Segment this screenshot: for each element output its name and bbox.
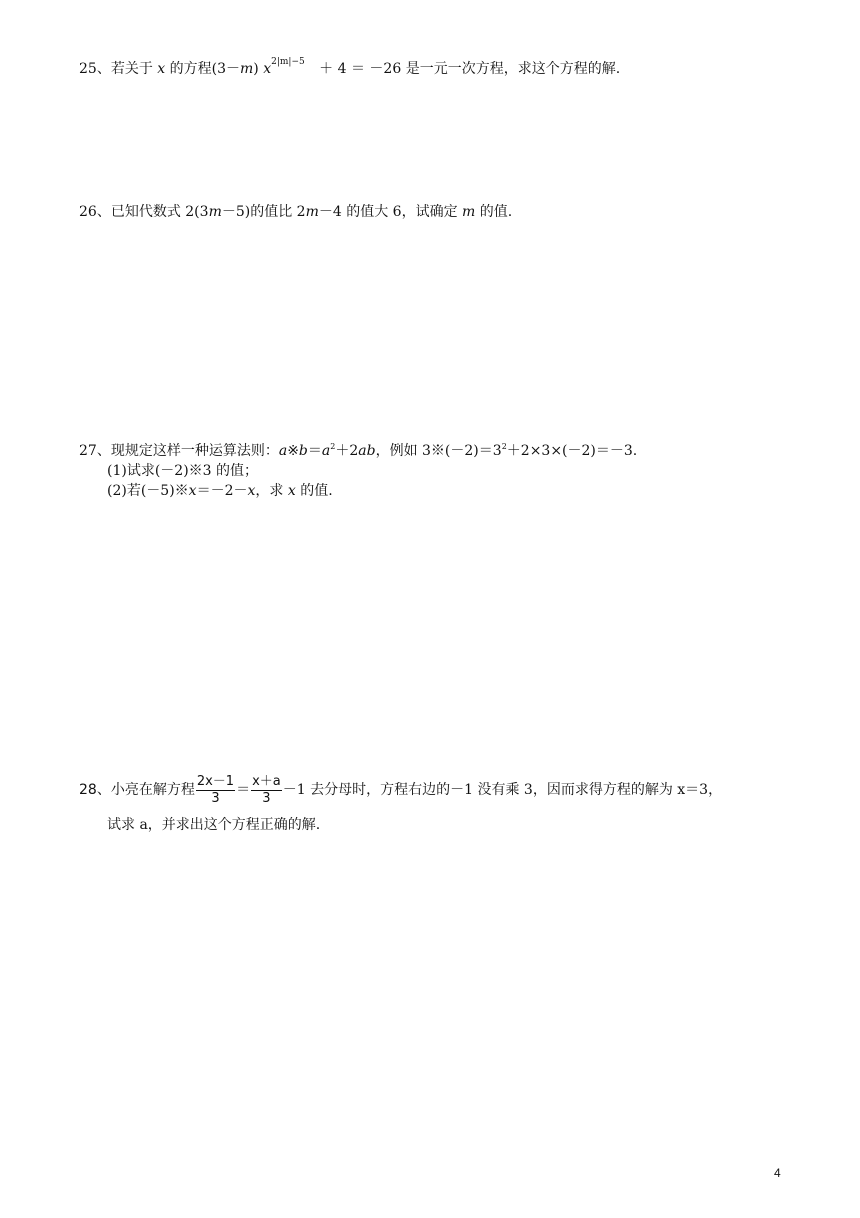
question-25: 25、若关于 x 的方程(3－m) $x^{2|m|-5} + 4 = -26$ 是一元一次方程，求这个方程的解. (79, 57, 621, 77)
question-number: 26、 (79, 204, 111, 220)
fraction-left: $\frac{2x-1}{3}$ (196, 773, 235, 806)
question-number: 28、 (79, 782, 111, 798)
question-number: 27、 (79, 443, 111, 459)
question-27: 27、现规定这样一种运算法则：$a※b=a^2+2ab$，例如 $3※(-2)=3^2+2\times 3\times(-2)=-3$. (79, 442, 638, 459)
exponent: 2|m|−5 (271, 57, 305, 67)
page-number: 4 (774, 1166, 781, 1180)
question-28: 28、小亮在解方程 $\frac{2x-1}{3}$ ＝ $\frac{x+a}{3}$ －1 去分母时，方程右边的－1 没有乘 3，因而求得方程的解为 x＝3， (79, 773, 723, 806)
question-27-part-2: (2)若(－5)※x＝－2－x，求 x 的值. (107, 483, 333, 499)
question-number: 25、 (79, 61, 111, 77)
question-28-line-2: 试求 a，并求出这个方程正确的解. (107, 817, 321, 833)
question-26: 26、已知代数式 2(3m－5)的值比 2m－4 的值大 6，试确定 m 的值. (79, 204, 513, 220)
question-27-part-1: (1)试求(－2)※3 的值； (107, 463, 259, 479)
fraction-right: $\frac{x+a}{3}$ (252, 773, 281, 806)
